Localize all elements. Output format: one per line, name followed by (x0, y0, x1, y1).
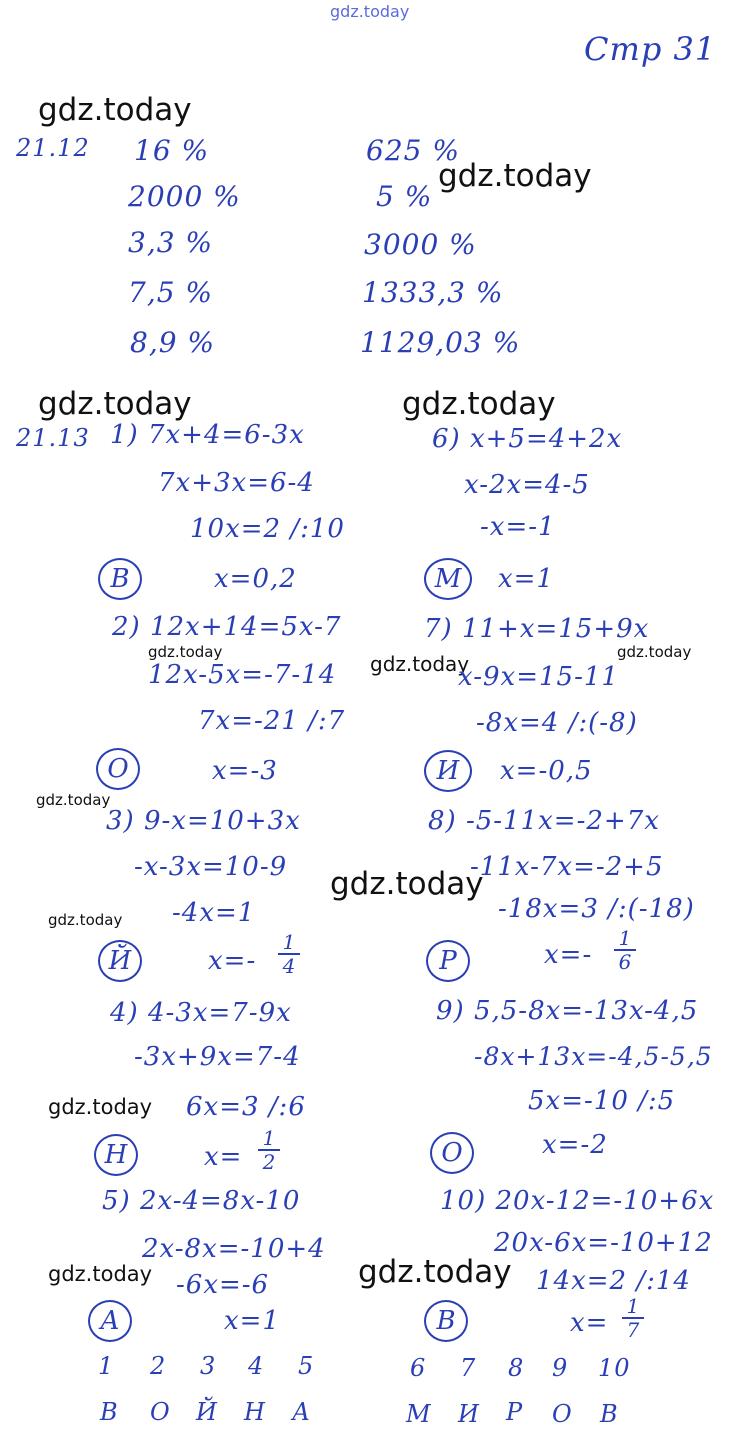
equation-line: 2) 12x+14=5x-7 (112, 612, 342, 642)
equation-line: 6x=3 /:6 (186, 1092, 306, 1122)
key-letter: В (100, 1398, 119, 1426)
equation-line: -8x+13x=-4,5-5,5 (474, 1042, 713, 1071)
fraction (622, 1296, 644, 1340)
equation-answer: x=1 (498, 564, 554, 594)
watermark: gdz.today (438, 158, 592, 194)
equation-line: x-9x=15-11 (458, 662, 619, 692)
answer-letter-circle: В (98, 558, 142, 600)
equation-line: 5x=-10 /:5 (528, 1086, 676, 1116)
percent-answer: 3000 % (364, 228, 477, 261)
watermark: gdz.today (38, 386, 192, 422)
percent-answer: 8,9 % (130, 326, 216, 359)
equation-line: 4) 4-3x=7-9x (110, 998, 292, 1028)
equation-answer: x=-0,5 (500, 756, 593, 786)
equation-line: x-2x=4-5 (464, 470, 590, 500)
equation-line: 20x-6x=-10+12 (494, 1228, 713, 1258)
page-number-label: Стр 31 (584, 30, 717, 68)
equation-answer: x=-3 (212, 756, 278, 786)
answer-letter-circle: О (430, 1132, 474, 1174)
fraction-denominator: 7 (626, 1318, 640, 1342)
key-letter: А (292, 1398, 312, 1426)
exercise-number: 21.13 (16, 424, 90, 452)
answer-letter-circle: Р (426, 940, 470, 982)
key-number: 6 (410, 1354, 427, 1382)
key-number: 7 (460, 1354, 477, 1382)
percent-answer: 625 % (366, 134, 460, 167)
fraction-denominator: 6 (618, 950, 632, 974)
equation-line: 12x-5x=-7-14 (148, 660, 337, 690)
equation-line: 8) -5-11x=-2+7x (428, 806, 660, 836)
watermark: gdz.today (617, 643, 692, 661)
equation-answer: x= (570, 1308, 609, 1338)
fraction-denominator: 2 (262, 1150, 276, 1174)
equation-line: -x=-1 (480, 512, 556, 542)
key-letter: Н (244, 1398, 266, 1426)
watermark: gdz.today (148, 643, 223, 661)
key-number: 2 (150, 1352, 167, 1380)
key-letter: О (552, 1400, 573, 1428)
percent-answer: 7,5 % (128, 276, 214, 309)
answer-letter-circle: А (88, 1300, 132, 1342)
watermark: gdz.today (38, 92, 192, 128)
equation-line: -6x=-6 (176, 1270, 270, 1300)
watermark: gdz.today (330, 866, 484, 902)
equation-line: 3) 9-x=10+3x (106, 806, 301, 836)
key-letter: Й (196, 1398, 218, 1426)
percent-answer: 1129,03 % (360, 326, 521, 359)
watermark: gdz.today (48, 1262, 153, 1286)
equation-line: 10) 20x-12=-10+6x (440, 1186, 715, 1216)
answer-letter-circle: И (424, 750, 472, 792)
equation-line: -18x=3 /:(-18) (498, 894, 695, 924)
equation-line: 7x=-21 /:7 (198, 706, 346, 736)
fraction-numerator: 1 (618, 926, 632, 950)
watermark: gdz.today (370, 652, 470, 676)
fraction-numerator: 1 (626, 1294, 640, 1318)
watermark: gdz.today (358, 1254, 512, 1290)
key-number: 4 (248, 1352, 265, 1380)
answer-letter-circle: М (424, 558, 472, 600)
equation-line: 10x=2 /:10 (190, 514, 345, 544)
equation-answer: x=- (208, 946, 257, 976)
answer-letter-circle: В (424, 1300, 468, 1342)
fraction (258, 1128, 280, 1172)
fraction-numerator: 1 (262, 1126, 276, 1150)
percent-answer: 3,3 % (128, 226, 214, 259)
watermark: gdz.today (36, 791, 111, 809)
percent-answer: 1333,3 % (362, 276, 504, 309)
equation-line: 7x+3x=6-4 (158, 468, 315, 498)
fraction (614, 928, 636, 972)
equation-line: -3x+9x=7-4 (134, 1042, 301, 1072)
fraction-denominator: 4 (282, 954, 296, 978)
key-letter: И (458, 1400, 480, 1428)
equation-answer: x=-2 (542, 1130, 608, 1160)
answer-letter-circle: О (96, 748, 140, 790)
key-number: 3 (200, 1352, 217, 1380)
equation-answer: x=- (544, 940, 593, 970)
percent-answer: 2000 % (128, 180, 241, 213)
exercise-number: 21.12 (16, 134, 90, 162)
equation-line: -8x=4 /:(-8) (476, 708, 638, 738)
fraction-numerator: 1 (282, 930, 296, 954)
watermark: gdz.today (48, 911, 123, 929)
key-number: 9 (552, 1354, 569, 1382)
key-number: 1 (98, 1352, 115, 1380)
watermark-top: gdz.today (330, 2, 410, 21)
key-letter: В (600, 1400, 619, 1428)
key-letter: Р (506, 1398, 524, 1426)
answer-letter-circle: Й (98, 940, 142, 982)
key-number: 8 (508, 1354, 525, 1382)
equation-answer: x=1 (224, 1306, 280, 1336)
answer-letter-circle: Н (94, 1134, 138, 1176)
equation-line: -x-3x=10-9 (134, 852, 288, 882)
equation-line: 1) 7x+4=6-3x (110, 420, 305, 450)
key-letter: М (406, 1400, 432, 1428)
equation-answer: x=0,2 (214, 564, 297, 594)
equation-answer: x= (204, 1142, 243, 1172)
equation-line: 9) 5,5-8x=-13x-4,5 (436, 996, 699, 1026)
watermark: gdz.today (48, 1095, 153, 1119)
equation-line: 6) x+5=4+2x (432, 424, 623, 454)
equation-line: 2x-8x=-10+4 (142, 1234, 326, 1264)
key-letter: О (150, 1398, 171, 1426)
key-number: 10 (598, 1354, 631, 1382)
percent-answer: 5 % (376, 180, 433, 213)
equation-line: -11x-7x=-2+5 (470, 852, 664, 882)
percent-answer: 16 % (134, 134, 210, 167)
equation-line: 7) 11+x=15+9x (424, 614, 650, 644)
equation-line: 14x=2 /:14 (536, 1266, 691, 1296)
fraction (278, 932, 300, 976)
equation-line: 5) 2x-4=8x-10 (102, 1186, 301, 1216)
watermark: gdz.today (402, 386, 556, 422)
key-number: 5 (298, 1352, 315, 1380)
equation-line: -4x=1 (172, 898, 256, 928)
